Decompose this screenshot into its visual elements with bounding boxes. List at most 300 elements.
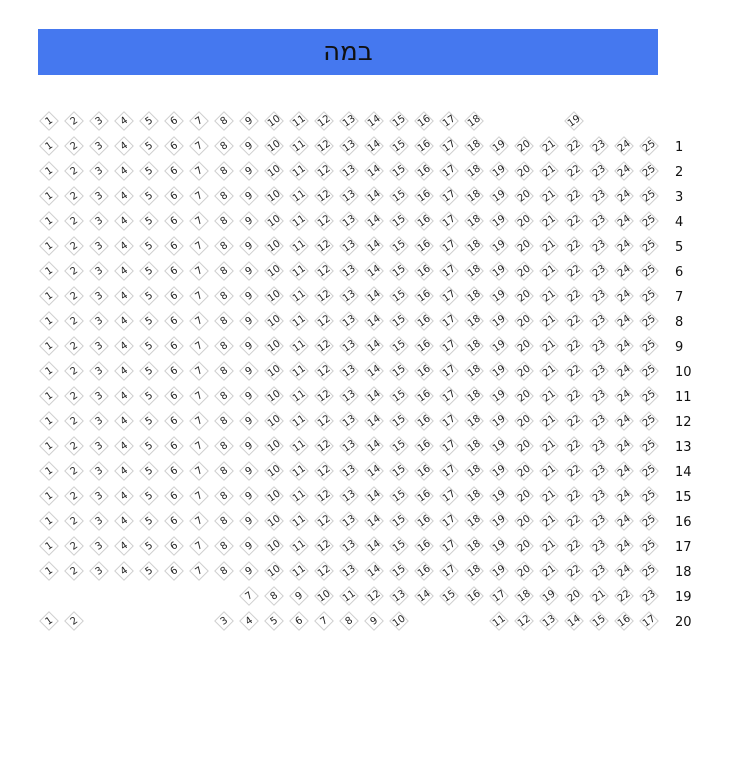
seat[interactable] xyxy=(513,335,535,357)
seat[interactable] xyxy=(38,485,60,507)
seat[interactable] xyxy=(338,210,360,232)
seat[interactable] xyxy=(513,360,535,382)
seat[interactable] xyxy=(288,560,310,582)
seat[interactable] xyxy=(388,210,410,232)
seat[interactable] xyxy=(313,535,335,557)
seat[interactable] xyxy=(238,460,260,482)
seat[interactable] xyxy=(38,335,60,357)
seat[interactable] xyxy=(613,610,635,632)
seat[interactable] xyxy=(438,485,460,507)
seat[interactable] xyxy=(238,235,260,257)
seat[interactable] xyxy=(413,385,435,407)
seat[interactable] xyxy=(563,535,585,557)
seat[interactable] xyxy=(213,210,235,232)
seat[interactable] xyxy=(113,335,135,357)
seat[interactable] xyxy=(513,510,535,532)
seat[interactable] xyxy=(113,185,135,207)
seat[interactable] xyxy=(588,335,610,357)
seat[interactable] xyxy=(488,460,510,482)
seat[interactable] xyxy=(613,560,635,582)
seat[interactable] xyxy=(488,210,510,232)
seat[interactable] xyxy=(463,160,485,182)
seat[interactable] xyxy=(338,535,360,557)
seat[interactable] xyxy=(513,585,535,607)
seat[interactable] xyxy=(263,410,285,432)
seat[interactable] xyxy=(63,335,85,357)
seat[interactable] xyxy=(513,135,535,157)
seat[interactable] xyxy=(188,160,210,182)
seat[interactable] xyxy=(588,510,610,532)
seat[interactable] xyxy=(188,485,210,507)
seat[interactable] xyxy=(138,135,160,157)
seat[interactable] xyxy=(338,160,360,182)
seat[interactable] xyxy=(213,560,235,582)
seat[interactable] xyxy=(313,285,335,307)
seat[interactable] xyxy=(88,360,110,382)
seat[interactable] xyxy=(238,135,260,157)
seat[interactable] xyxy=(238,435,260,457)
seat[interactable] xyxy=(613,510,635,532)
seat[interactable] xyxy=(263,285,285,307)
seat[interactable] xyxy=(388,435,410,457)
seat[interactable] xyxy=(188,260,210,282)
seat[interactable] xyxy=(513,210,535,232)
seat[interactable] xyxy=(363,435,385,457)
seat[interactable] xyxy=(563,610,585,632)
seat[interactable] xyxy=(563,560,585,582)
seat[interactable] xyxy=(563,485,585,507)
seat[interactable] xyxy=(463,485,485,507)
seat[interactable] xyxy=(38,235,60,257)
seat[interactable] xyxy=(263,160,285,182)
seat[interactable] xyxy=(263,535,285,557)
seat[interactable] xyxy=(288,510,310,532)
seat[interactable] xyxy=(438,235,460,257)
seat[interactable] xyxy=(438,160,460,182)
seat[interactable] xyxy=(438,110,460,132)
seat[interactable] xyxy=(538,310,560,332)
seat[interactable] xyxy=(588,210,610,232)
seat[interactable] xyxy=(338,135,360,157)
seat[interactable] xyxy=(538,385,560,407)
seat[interactable] xyxy=(163,510,185,532)
seat[interactable] xyxy=(638,485,660,507)
seat[interactable] xyxy=(263,135,285,157)
seat[interactable] xyxy=(113,410,135,432)
seat[interactable] xyxy=(513,610,535,632)
seat[interactable] xyxy=(263,385,285,407)
seat[interactable] xyxy=(463,585,485,607)
seat[interactable] xyxy=(138,160,160,182)
seat[interactable] xyxy=(88,135,110,157)
seat[interactable] xyxy=(638,360,660,382)
seat[interactable] xyxy=(88,485,110,507)
seat[interactable] xyxy=(238,535,260,557)
seat[interactable] xyxy=(363,610,385,632)
seat[interactable] xyxy=(388,585,410,607)
seat[interactable] xyxy=(538,535,560,557)
seat[interactable] xyxy=(263,235,285,257)
seat[interactable] xyxy=(563,160,585,182)
seat[interactable] xyxy=(313,335,335,357)
seat[interactable] xyxy=(488,360,510,382)
seat[interactable] xyxy=(313,435,335,457)
seat[interactable] xyxy=(288,210,310,232)
seat[interactable] xyxy=(538,510,560,532)
seat[interactable] xyxy=(513,410,535,432)
seat[interactable] xyxy=(288,485,310,507)
seat[interactable] xyxy=(363,485,385,507)
seat[interactable] xyxy=(338,260,360,282)
seat[interactable] xyxy=(438,410,460,432)
seat[interactable] xyxy=(313,160,335,182)
seat[interactable] xyxy=(38,460,60,482)
seat[interactable] xyxy=(363,135,385,157)
seat[interactable] xyxy=(313,610,335,632)
seat[interactable] xyxy=(188,110,210,132)
seat[interactable] xyxy=(563,510,585,532)
seat[interactable] xyxy=(113,535,135,557)
seat[interactable] xyxy=(138,385,160,407)
seat[interactable] xyxy=(563,260,585,282)
seat[interactable] xyxy=(163,285,185,307)
seat[interactable] xyxy=(288,310,310,332)
seat[interactable] xyxy=(188,360,210,382)
seat[interactable] xyxy=(638,260,660,282)
seat[interactable] xyxy=(163,160,185,182)
seat[interactable] xyxy=(588,585,610,607)
seat[interactable] xyxy=(613,585,635,607)
seat[interactable] xyxy=(188,285,210,307)
seat[interactable] xyxy=(613,235,635,257)
seat[interactable] xyxy=(363,360,385,382)
seat[interactable] xyxy=(288,185,310,207)
seat[interactable] xyxy=(463,410,485,432)
seat[interactable] xyxy=(288,135,310,157)
seat[interactable] xyxy=(288,460,310,482)
seat[interactable] xyxy=(88,210,110,232)
seat[interactable] xyxy=(188,385,210,407)
seat[interactable] xyxy=(138,510,160,532)
seat[interactable] xyxy=(588,560,610,582)
seat[interactable] xyxy=(288,385,310,407)
seat[interactable] xyxy=(613,435,635,457)
seat[interactable] xyxy=(488,235,510,257)
seat[interactable] xyxy=(188,135,210,157)
seat[interactable] xyxy=(563,310,585,332)
seat[interactable] xyxy=(388,235,410,257)
seat[interactable] xyxy=(413,285,435,307)
seat[interactable] xyxy=(313,260,335,282)
seat[interactable] xyxy=(213,410,235,432)
seat[interactable] xyxy=(313,460,335,482)
seat[interactable] xyxy=(388,135,410,157)
seat[interactable] xyxy=(388,260,410,282)
seat[interactable] xyxy=(388,610,410,632)
seat[interactable] xyxy=(513,285,535,307)
seat[interactable] xyxy=(538,235,560,257)
seat[interactable] xyxy=(138,335,160,357)
seat[interactable] xyxy=(463,535,485,557)
seat[interactable] xyxy=(488,260,510,282)
seat[interactable] xyxy=(538,485,560,507)
seat[interactable] xyxy=(538,610,560,632)
seat[interactable] xyxy=(463,460,485,482)
seat[interactable] xyxy=(413,410,435,432)
seat[interactable] xyxy=(338,610,360,632)
seat[interactable] xyxy=(38,360,60,382)
seat[interactable] xyxy=(588,410,610,432)
seat[interactable] xyxy=(88,285,110,307)
seat[interactable] xyxy=(588,185,610,207)
seat[interactable] xyxy=(288,160,310,182)
seat[interactable] xyxy=(438,135,460,157)
seat[interactable] xyxy=(213,610,235,632)
seat[interactable] xyxy=(413,310,435,332)
seat[interactable] xyxy=(113,460,135,482)
seat[interactable] xyxy=(638,310,660,332)
seat[interactable] xyxy=(538,460,560,482)
seat[interactable] xyxy=(338,460,360,482)
seat[interactable] xyxy=(363,185,385,207)
seat[interactable] xyxy=(63,260,85,282)
seat[interactable] xyxy=(213,285,235,307)
seat[interactable] xyxy=(163,535,185,557)
seat[interactable] xyxy=(488,160,510,182)
seat[interactable] xyxy=(413,460,435,482)
seat[interactable] xyxy=(213,460,235,482)
seat[interactable] xyxy=(613,485,635,507)
seat[interactable] xyxy=(338,335,360,357)
seat[interactable] xyxy=(563,585,585,607)
seat[interactable] xyxy=(463,385,485,407)
seat[interactable] xyxy=(363,110,385,132)
seat[interactable] xyxy=(88,510,110,532)
seat[interactable] xyxy=(88,160,110,182)
seat[interactable] xyxy=(513,485,535,507)
seat[interactable] xyxy=(613,360,635,382)
seat[interactable] xyxy=(638,335,660,357)
seat[interactable] xyxy=(288,610,310,632)
seat[interactable] xyxy=(288,410,310,432)
seat[interactable] xyxy=(238,410,260,432)
seat[interactable] xyxy=(438,185,460,207)
seat[interactable] xyxy=(163,260,185,282)
seat[interactable] xyxy=(313,310,335,332)
seat[interactable] xyxy=(188,410,210,432)
seat[interactable] xyxy=(513,185,535,207)
seat[interactable] xyxy=(538,210,560,232)
seat[interactable] xyxy=(413,185,435,207)
seat[interactable] xyxy=(213,335,235,357)
seat[interactable] xyxy=(588,260,610,282)
seat[interactable] xyxy=(88,335,110,357)
seat[interactable] xyxy=(38,410,60,432)
seat[interactable] xyxy=(638,185,660,207)
seat[interactable] xyxy=(288,585,310,607)
seat[interactable] xyxy=(388,110,410,132)
seat[interactable] xyxy=(638,160,660,182)
seat[interactable] xyxy=(438,310,460,332)
seat[interactable] xyxy=(313,560,335,582)
seat[interactable] xyxy=(488,560,510,582)
seat[interactable] xyxy=(63,160,85,182)
seat[interactable] xyxy=(613,135,635,157)
seat[interactable] xyxy=(163,360,185,382)
seat[interactable] xyxy=(388,285,410,307)
seat[interactable] xyxy=(288,335,310,357)
seat[interactable] xyxy=(438,435,460,457)
seat[interactable] xyxy=(263,210,285,232)
seat[interactable] xyxy=(488,135,510,157)
seat[interactable] xyxy=(38,610,60,632)
seat[interactable] xyxy=(538,285,560,307)
seat[interactable] xyxy=(388,535,410,557)
seat[interactable] xyxy=(338,560,360,582)
seat[interactable] xyxy=(63,510,85,532)
seat[interactable] xyxy=(463,560,485,582)
seat[interactable] xyxy=(588,285,610,307)
seat[interactable] xyxy=(588,360,610,382)
seat[interactable] xyxy=(388,560,410,582)
seat[interactable] xyxy=(263,460,285,482)
seat[interactable] xyxy=(563,135,585,157)
seat[interactable] xyxy=(413,435,435,457)
seat[interactable] xyxy=(363,235,385,257)
seat[interactable] xyxy=(463,335,485,357)
seat[interactable] xyxy=(563,110,585,132)
seat[interactable] xyxy=(363,385,385,407)
seat[interactable] xyxy=(88,410,110,432)
seat[interactable] xyxy=(88,310,110,332)
seat[interactable] xyxy=(163,385,185,407)
seat[interactable] xyxy=(338,110,360,132)
seat[interactable] xyxy=(163,435,185,457)
seat[interactable] xyxy=(213,260,235,282)
seat[interactable] xyxy=(113,510,135,532)
seat[interactable] xyxy=(38,385,60,407)
seat[interactable] xyxy=(63,285,85,307)
seat[interactable] xyxy=(238,260,260,282)
seat[interactable] xyxy=(588,535,610,557)
seat[interactable] xyxy=(613,460,635,482)
seat[interactable] xyxy=(463,135,485,157)
seat[interactable] xyxy=(563,460,585,482)
seat[interactable] xyxy=(113,160,135,182)
seat[interactable] xyxy=(563,385,585,407)
seat[interactable] xyxy=(638,435,660,457)
seat[interactable] xyxy=(163,485,185,507)
seat[interactable] xyxy=(288,110,310,132)
seat[interactable] xyxy=(313,110,335,132)
seat[interactable] xyxy=(588,235,610,257)
seat[interactable] xyxy=(513,160,535,182)
seat[interactable] xyxy=(313,585,335,607)
seat[interactable] xyxy=(513,460,535,482)
seat[interactable] xyxy=(613,285,635,307)
seat[interactable] xyxy=(338,410,360,432)
seat[interactable] xyxy=(363,560,385,582)
seat[interactable] xyxy=(288,435,310,457)
seat[interactable] xyxy=(313,485,335,507)
seat[interactable] xyxy=(613,260,635,282)
seat[interactable] xyxy=(438,335,460,357)
seat[interactable] xyxy=(538,560,560,582)
seat[interactable] xyxy=(138,460,160,482)
seat[interactable] xyxy=(413,160,435,182)
seat[interactable] xyxy=(538,335,560,357)
seat[interactable] xyxy=(263,610,285,632)
seat[interactable] xyxy=(38,560,60,582)
seat[interactable] xyxy=(288,260,310,282)
seat[interactable] xyxy=(638,385,660,407)
seat[interactable] xyxy=(638,135,660,157)
seat[interactable] xyxy=(363,335,385,357)
seat[interactable] xyxy=(588,135,610,157)
seat[interactable] xyxy=(413,110,435,132)
seat[interactable] xyxy=(538,135,560,157)
seat[interactable] xyxy=(413,260,435,282)
seat[interactable] xyxy=(588,435,610,457)
seat[interactable] xyxy=(413,535,435,557)
seat[interactable] xyxy=(63,185,85,207)
seat[interactable] xyxy=(438,560,460,582)
seat[interactable] xyxy=(163,410,185,432)
seat[interactable] xyxy=(238,610,260,632)
seat[interactable] xyxy=(238,310,260,332)
seat[interactable] xyxy=(438,260,460,282)
seat[interactable] xyxy=(263,485,285,507)
seat[interactable] xyxy=(113,310,135,332)
seat[interactable] xyxy=(488,310,510,332)
seat[interactable] xyxy=(188,435,210,457)
seat[interactable] xyxy=(188,460,210,482)
seat[interactable] xyxy=(313,235,335,257)
seat[interactable] xyxy=(488,285,510,307)
seat[interactable] xyxy=(38,210,60,232)
seat[interactable] xyxy=(413,560,435,582)
seat[interactable] xyxy=(338,435,360,457)
seat[interactable] xyxy=(513,560,535,582)
seat[interactable] xyxy=(213,535,235,557)
seat[interactable] xyxy=(63,360,85,382)
seat[interactable] xyxy=(63,135,85,157)
seat[interactable] xyxy=(363,410,385,432)
seat[interactable] xyxy=(138,185,160,207)
seat[interactable] xyxy=(163,185,185,207)
seat[interactable] xyxy=(188,535,210,557)
seat[interactable] xyxy=(563,235,585,257)
seat[interactable] xyxy=(588,160,610,182)
seat[interactable] xyxy=(213,435,235,457)
seat[interactable] xyxy=(113,360,135,382)
seat[interactable] xyxy=(63,410,85,432)
seat[interactable] xyxy=(638,610,660,632)
seat[interactable] xyxy=(213,510,235,532)
seat[interactable] xyxy=(88,185,110,207)
seat[interactable] xyxy=(388,335,410,357)
seat[interactable] xyxy=(363,535,385,557)
seat[interactable] xyxy=(213,135,235,157)
seat[interactable] xyxy=(288,235,310,257)
seat[interactable] xyxy=(513,435,535,457)
seat[interactable] xyxy=(563,360,585,382)
seat[interactable] xyxy=(88,560,110,582)
seat[interactable] xyxy=(388,485,410,507)
seat[interactable] xyxy=(88,435,110,457)
seat[interactable] xyxy=(613,210,635,232)
seat[interactable] xyxy=(138,285,160,307)
